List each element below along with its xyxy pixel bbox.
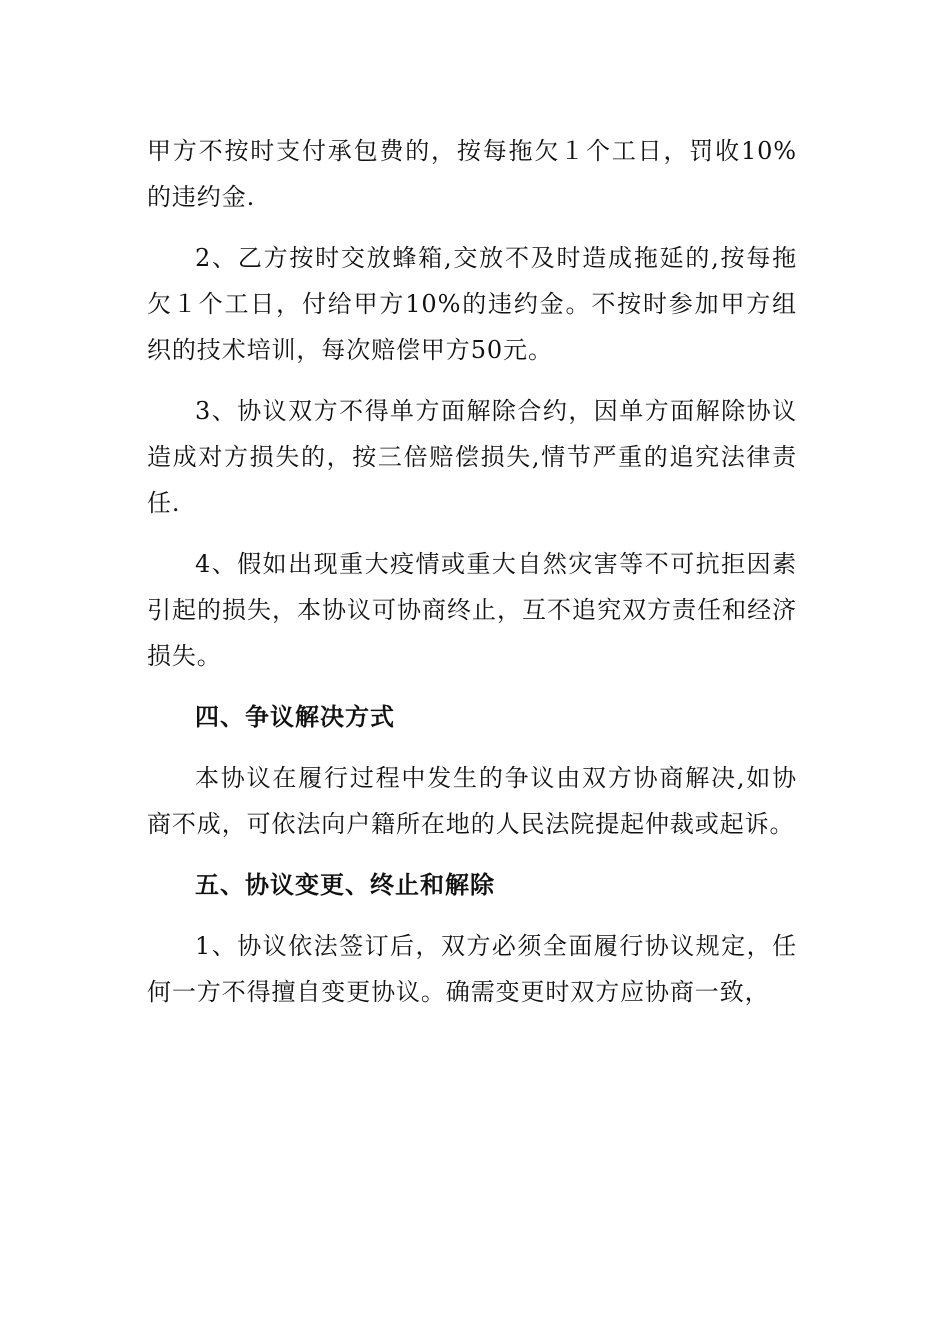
- paragraph-clause-2: 2、乙方按时交放蜂箱,交放不及时造成拖延的,按每拖欠１个工日，付给甲方10%的违约金。不按时参加甲方组织的技术培训，每次赔偿甲方50元。: [147, 244, 797, 364]
- document-body: [147, 128, 797, 1030]
- paragraph-clause-3: 3、协议双方不得单方面解除合约，因单方面解除协议造成对方损失的，按三倍赔偿损失,情节严重的追究法律责任.: [147, 397, 797, 517]
- paragraph-change-clause-1: 1、协议依法签订后，双方必须全面履行协议规定，任何一方不得擅自变更协议。确需变更时双方应协商一致，: [147, 932, 797, 1006]
- section-heading-dispute-resolution: 四、争议解决方式: [195, 703, 395, 731]
- paragraph-clause-4: 4、假如出现重大疫情或重大自然灾害等不可抗拒因素引起的损失，本协议可协商终止，互不追究双方责任和经济损失。: [147, 550, 797, 670]
- paragraph-dispute-resolution: 本协议在履行过程中发生的争议由双方协商解决,如协商不成，可依法向户籍所在地的人民法院提起仲裁或起诉。: [147, 764, 797, 838]
- paragraph-penalty-party-a: 甲方不按时支付承包费的，按每拖欠１个工日，罚收10%的违约金.: [147, 137, 797, 211]
- section-heading-agreement-changes: 五、协议变更、终止和解除: [195, 871, 495, 899]
